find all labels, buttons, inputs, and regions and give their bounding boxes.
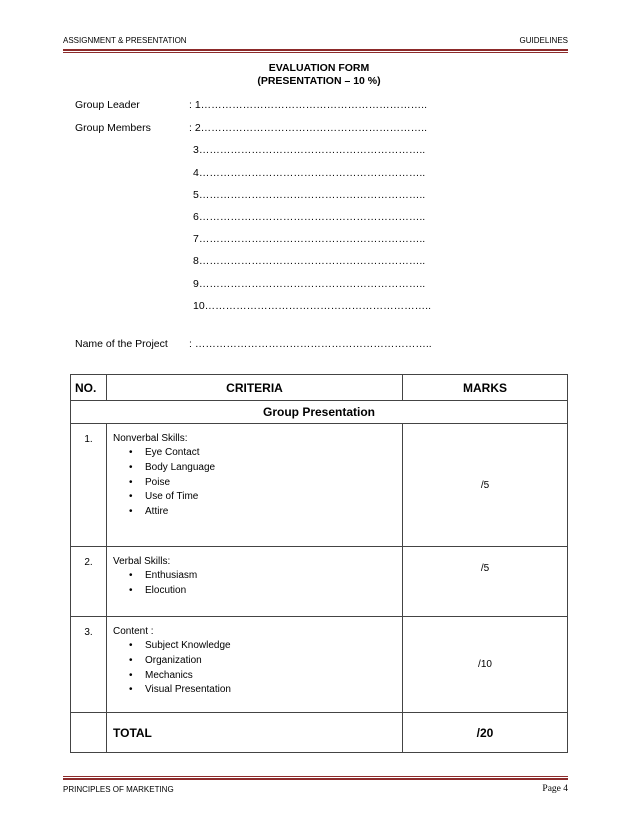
list-item: • Subject Knowledge: [145, 639, 396, 654]
criteria-title: Content :: [113, 626, 154, 637]
member-line-4: 4………………………………………………………..: [193, 167, 426, 179]
list-item: • Mechanics: [145, 669, 396, 684]
header-right: GUIDELINES: [519, 36, 568, 45]
section-title: Group Presentation: [71, 401, 568, 424]
criteria-cell: [107, 617, 403, 713]
col-no-header: NO.: [71, 375, 107, 401]
table-header-row: [71, 375, 568, 401]
member-line-3: 3………………………………………………………..: [193, 144, 426, 156]
list-item: • Organization: [145, 654, 396, 669]
member-line-10: 10………………………………………………………..: [193, 300, 432, 312]
list-item: • Poise: [145, 476, 396, 491]
list-item: • Eye Contact: [145, 446, 396, 461]
list-item: • Attire: [145, 505, 396, 520]
evaluation-table: [70, 374, 568, 753]
group-members-label: Group Members: [75, 122, 151, 134]
header-rule: [63, 49, 568, 51]
section-row: [71, 401, 568, 424]
marks-cell: /10: [403, 617, 568, 713]
table-row: [71, 617, 568, 713]
footer-rule-thin: [63, 776, 568, 777]
table-row: [71, 424, 568, 547]
col-marks-header: MARKS: [403, 375, 568, 401]
table-row: [71, 547, 568, 617]
member-line-8: 8………………………………………………………..: [193, 255, 426, 267]
member-line-5: 5………………………………………………………..: [193, 189, 426, 201]
col-criteria-header: CRITERIA: [107, 375, 403, 401]
form-title: EVALUATION FORM: [268, 62, 370, 74]
row-number: 2.: [71, 547, 107, 617]
footer-rule: [63, 778, 568, 780]
page-header: [63, 36, 568, 48]
member-line-9: 9………………………………………………………..: [193, 278, 426, 290]
header-rule-thin: [63, 52, 568, 53]
list-item: • Visual Presentation: [145, 683, 396, 698]
total-row: [71, 713, 568, 753]
project-name-line: : …………………………………………………………..: [189, 338, 432, 350]
criteria-title: Nonverbal Skills:: [113, 433, 188, 444]
member-line-2: : 2………………………………………………………..: [189, 122, 428, 134]
group-leader-line: : 1………………………………………………………..: [189, 99, 428, 111]
criteria-cell: [107, 424, 403, 547]
footer-left: PRINCIPLES OF MARKETING: [63, 785, 174, 794]
criteria-list: [113, 639, 396, 698]
list-item: • Elocution: [145, 584, 396, 599]
criteria-title: Verbal Skills:: [113, 556, 171, 567]
total-spacer: [71, 713, 107, 753]
row-number: 3.: [71, 617, 107, 713]
criteria-cell: [107, 547, 403, 617]
page-number: Page 4: [542, 784, 568, 794]
form-subtitle: (PRESENTATION – 10 %): [257, 75, 381, 87]
total-label: TOTAL: [107, 713, 403, 753]
criteria-list: [113, 446, 396, 520]
header-left: ASSIGNMENT & PRESENTATION: [63, 36, 187, 45]
row-number: 1.: [71, 424, 107, 547]
criteria-list: [113, 569, 396, 599]
list-item: • Use of Time: [145, 490, 396, 505]
project-name-label: Name of the Project: [75, 338, 168, 350]
list-item: • Enthusiasm: [145, 569, 396, 584]
marks-cell: /5: [403, 547, 568, 617]
member-line-6: 6………………………………………………………..: [193, 211, 426, 223]
marks-cell: /5: [403, 424, 568, 547]
list-item: • Body Language: [145, 461, 396, 476]
group-leader-label: Group Leader: [75, 99, 140, 111]
total-mark: /20: [403, 713, 568, 753]
member-line-7: 7………………………………………………………..: [193, 233, 426, 245]
